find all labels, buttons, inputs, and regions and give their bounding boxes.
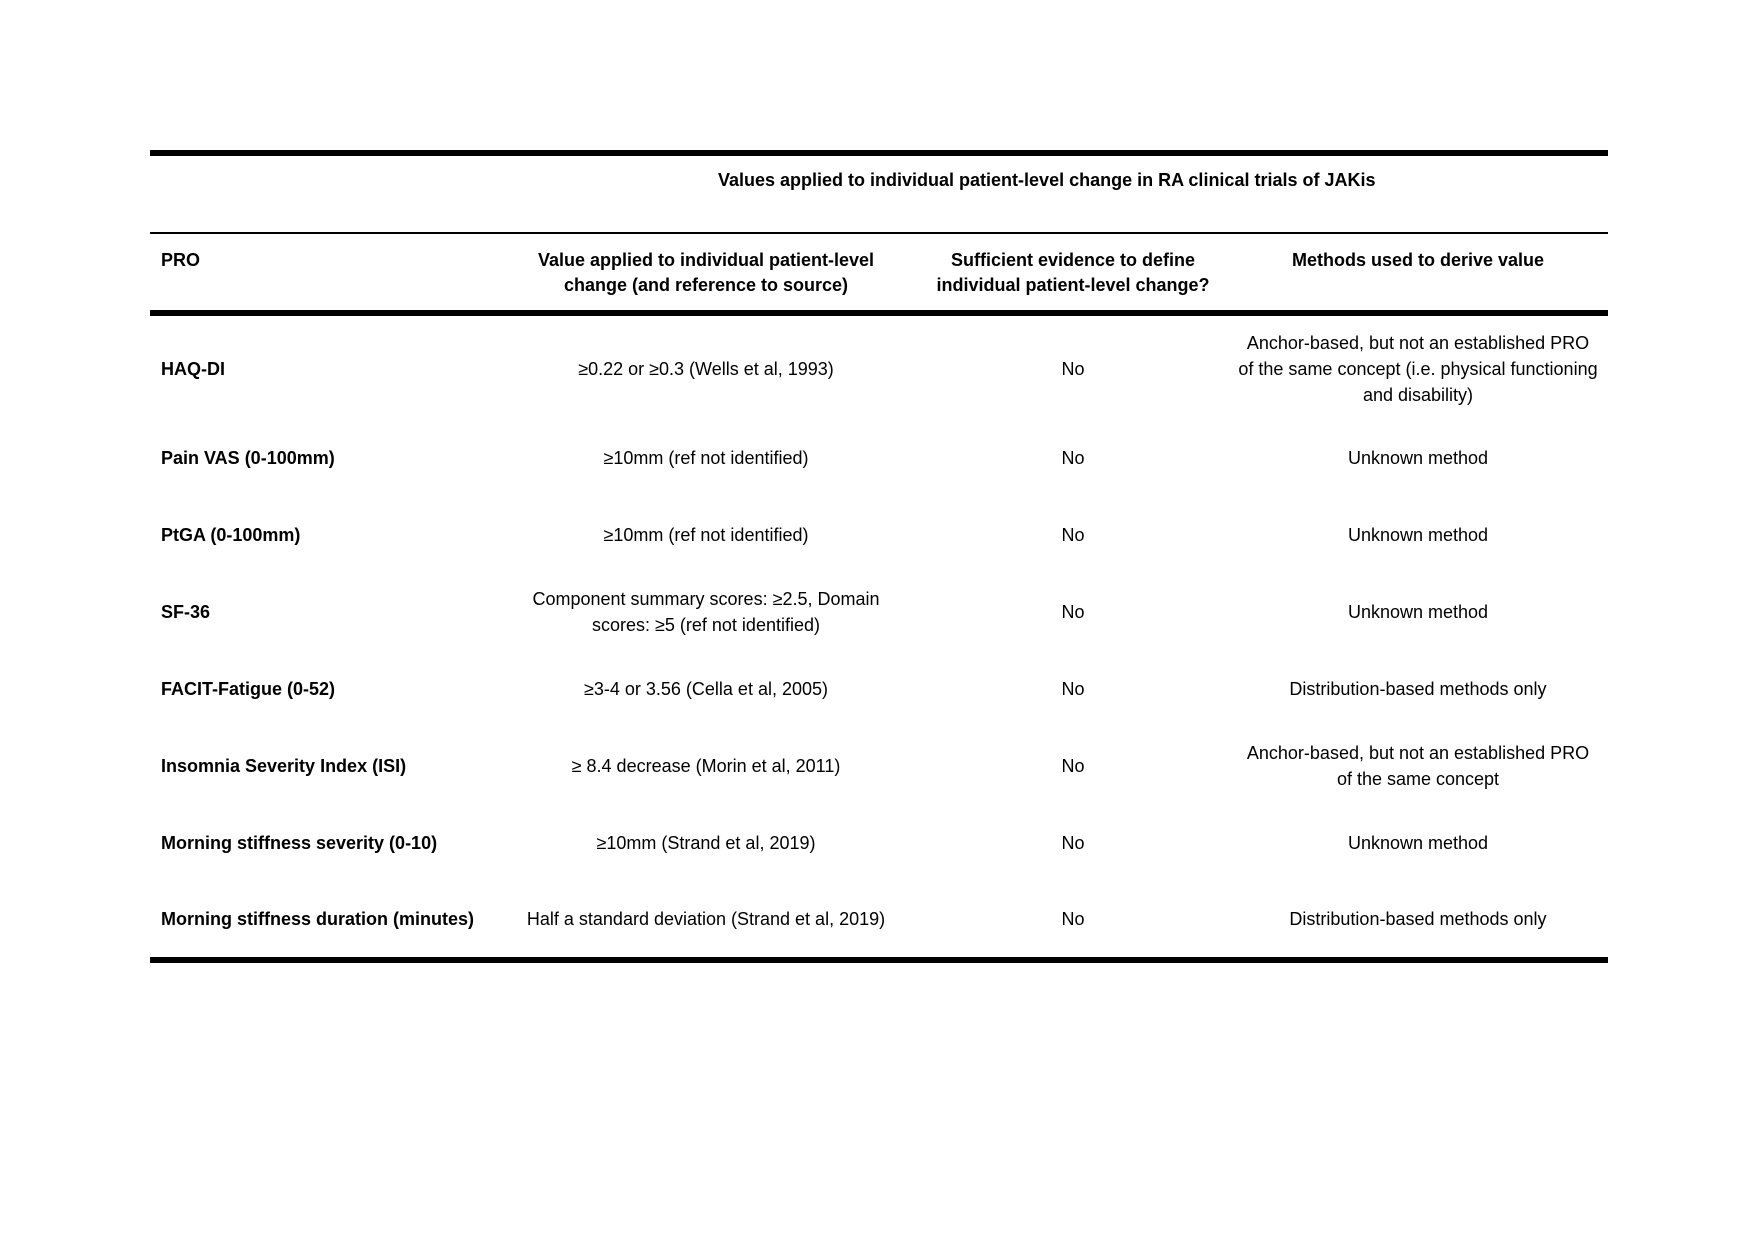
cell-value: ≥10mm (ref not identified) (603, 525, 809, 545)
cell-value: ≥3-4 or 3.56 (Cella et al, 2005) (583, 679, 828, 699)
cell-pro: Morning stiffness severity (0-10) (161, 833, 438, 853)
column-header-pro: PRO (161, 250, 201, 270)
cell-method: Distribution-based methods only (1289, 679, 1547, 699)
cell-value: Half a standard deviation (Strand et al, 2019) (526, 909, 886, 929)
cell-pro: FACIT-Fatigue (0-52) (161, 679, 336, 699)
cell-value: ≥10mm (ref not identified) (603, 448, 809, 468)
cell-sufficient: No (1061, 602, 1085, 622)
cell-pro: Insomnia Severity Index (ISI) (161, 756, 407, 776)
cell-method: Unknown method (1347, 525, 1489, 545)
bottom-rule (150, 957, 1608, 963)
cell-pro: SF-36 (161, 602, 211, 622)
cell-pro: Pain VAS (0-100mm) (161, 448, 335, 468)
column-header-value: Value applied to individual patient-level change (and reference to source) (537, 250, 875, 295)
cell-method: Unknown method (1347, 833, 1489, 853)
cell-pro: Morning stiffness duration (minutes) (161, 909, 474, 929)
column-header-method: Methods used to derive value (1291, 250, 1545, 270)
spanning-title-text: Values applied to individual patient-level change in RA clinical trials of JAKis (718, 170, 1376, 190)
cell-method: Unknown method (1347, 602, 1489, 622)
header-rule (150, 310, 1608, 316)
cell-sufficient: No (1061, 448, 1085, 468)
cell-method: Unknown method (1347, 448, 1489, 468)
cell-pro: HAQ-DI (161, 359, 225, 379)
cell-sufficient: No (1061, 679, 1085, 699)
cell-value: ≥0.22 or ≥0.3 (Wells et al, 1993) (578, 359, 834, 379)
cell-sufficient: No (1061, 909, 1085, 929)
cell-value: ≥ 8.4 decrease (Morin et al, 2011) (571, 756, 841, 776)
cell-method: Anchor-based, but not an established PRO of the same concept (i.e. physical functioning and disability) (1238, 333, 1598, 405)
cell-value: ≥10mm (Strand et al, 2019) (596, 833, 816, 853)
cell-sufficient: No (1061, 756, 1085, 776)
cell-value: Component summary scores: ≥2.5, Domain scores: ≥5 (ref not identified) (532, 589, 880, 635)
cell-pro: PtGA (0-100mm) (161, 525, 301, 545)
column-header-sufficient: Sufficient evidence to define individual patient-level change? (936, 250, 1210, 295)
top-rule (150, 150, 1608, 156)
cell-method: Anchor-based, but not an established PRO of the same concept (1246, 743, 1590, 789)
cell-sufficient: No (1061, 833, 1085, 853)
cell-sufficient: No (1061, 525, 1085, 545)
cell-method: Distribution-based methods only (1289, 909, 1547, 929)
cell-sufficient: No (1061, 359, 1085, 379)
title-rule (150, 232, 1608, 234)
